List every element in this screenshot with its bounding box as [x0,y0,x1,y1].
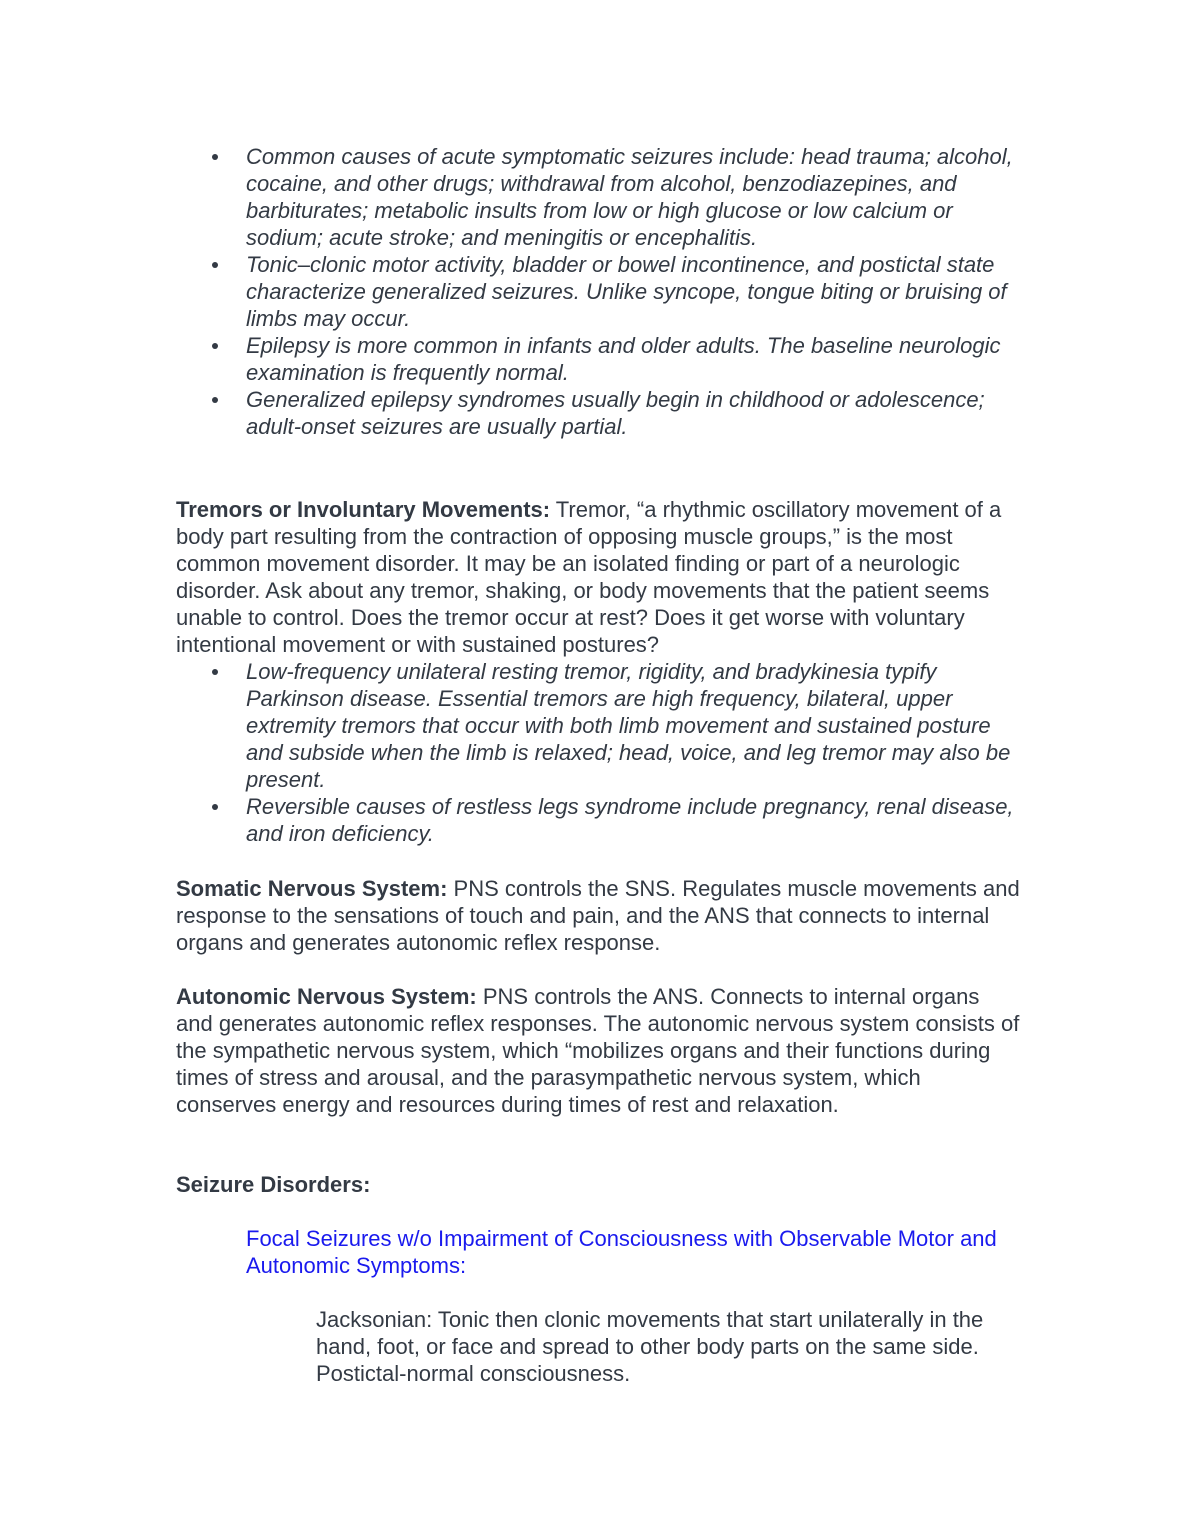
tremors-heading: Tremors or Involuntary Movements: [176,497,551,522]
tremors-body: Tremor, “a rhythmic oscillatory movement of a body part resulting from the contraction of opposing muscle groups,” is the most common movement disorder. It may be an isolated finding or part of a neurologic disorder. Ask about any tremor, shaking, or body movements that the patient seems unable to control. Does the tremor occur at rest? Does it get worse with voluntary intentional movement or with sustained postures? [176,497,1002,657]
tremors-paragraph [176,496,1021,658]
seizure-disorders-heading: Seizure Disorders: [176,1172,371,1197]
list-item: Low-frequency unilateral resting tremor, rigidity, and bradykinesia typify Parkinson disease. Essential tremors are high frequency, bilateral, upper extremity tremors that occur with both limb movement and sustained posture and subside when the limb is relaxed; head, voice, and leg tremor may also be present. [176,658,1016,793]
seizure-causes-list [176,143,1016,440]
somatic-paragraph [176,875,1021,956]
list-item: Generalized epilepsy syndromes usually begin in childhood or adolescence; adult-onset seizures are usually partial. [176,386,1016,440]
autonomic-body: PNS controls the ANS. Connects to internal organs and generates autonomic reflex responses. The autonomic nervous system consists of the sympathetic nervous system, which “mobilizes organs and their functions during times of stress and arousal, and the parasympathetic nervous system, which conserves energy and resources during times of rest and relaxation. [176,984,1020,1117]
list-item: Tonic–clonic motor activity, bladder or bowel incontinence, and postictal state characterize generalized seizures. Unlike syncope, tongue biting or bruising of limbs may occur. [176,251,1016,332]
jacksonian-paragraph: Jacksonian: Tonic then clonic movements that start unilaterally in the hand, foot, or face and spread to other body parts on the same side. Postictal-normal consciousness. [316,1307,984,1386]
somatic-heading: Somatic Nervous System: [176,876,448,901]
autonomic-heading: Autonomic Nervous System: [176,984,477,1009]
autonomic-paragraph [176,983,1021,1118]
tremors-list [176,658,1016,847]
list-item: Common causes of acute symptomatic seizures include: head trauma; alcohol, cocaine, and other drugs; withdrawal from alcohol, benzodiazepines, and barbiturates; metabolic insults from low or high glucose or low calcium or sodium; acute stroke; and meningitis or encephalitis. [176,143,1016,251]
somatic-body: PNS controls the SNS. Regulates muscle movements and response to the sensations of touch and pain, and the ANS that connects to internal organs and generates autonomic reflex response. [176,876,1020,955]
list-item: Epilepsy is more common in infants and older adults. The baseline neurologic examination is frequently normal. [176,332,1016,386]
list-item: Reversible causes of restless legs syndrome include pregnancy, renal disease, and iron deficiency. [176,793,1016,847]
focal-seizures-subheading: Focal Seizures w/o Impairment of Consciousness with Observable Motor and Autonomic Symptoms: [246,1226,997,1278]
